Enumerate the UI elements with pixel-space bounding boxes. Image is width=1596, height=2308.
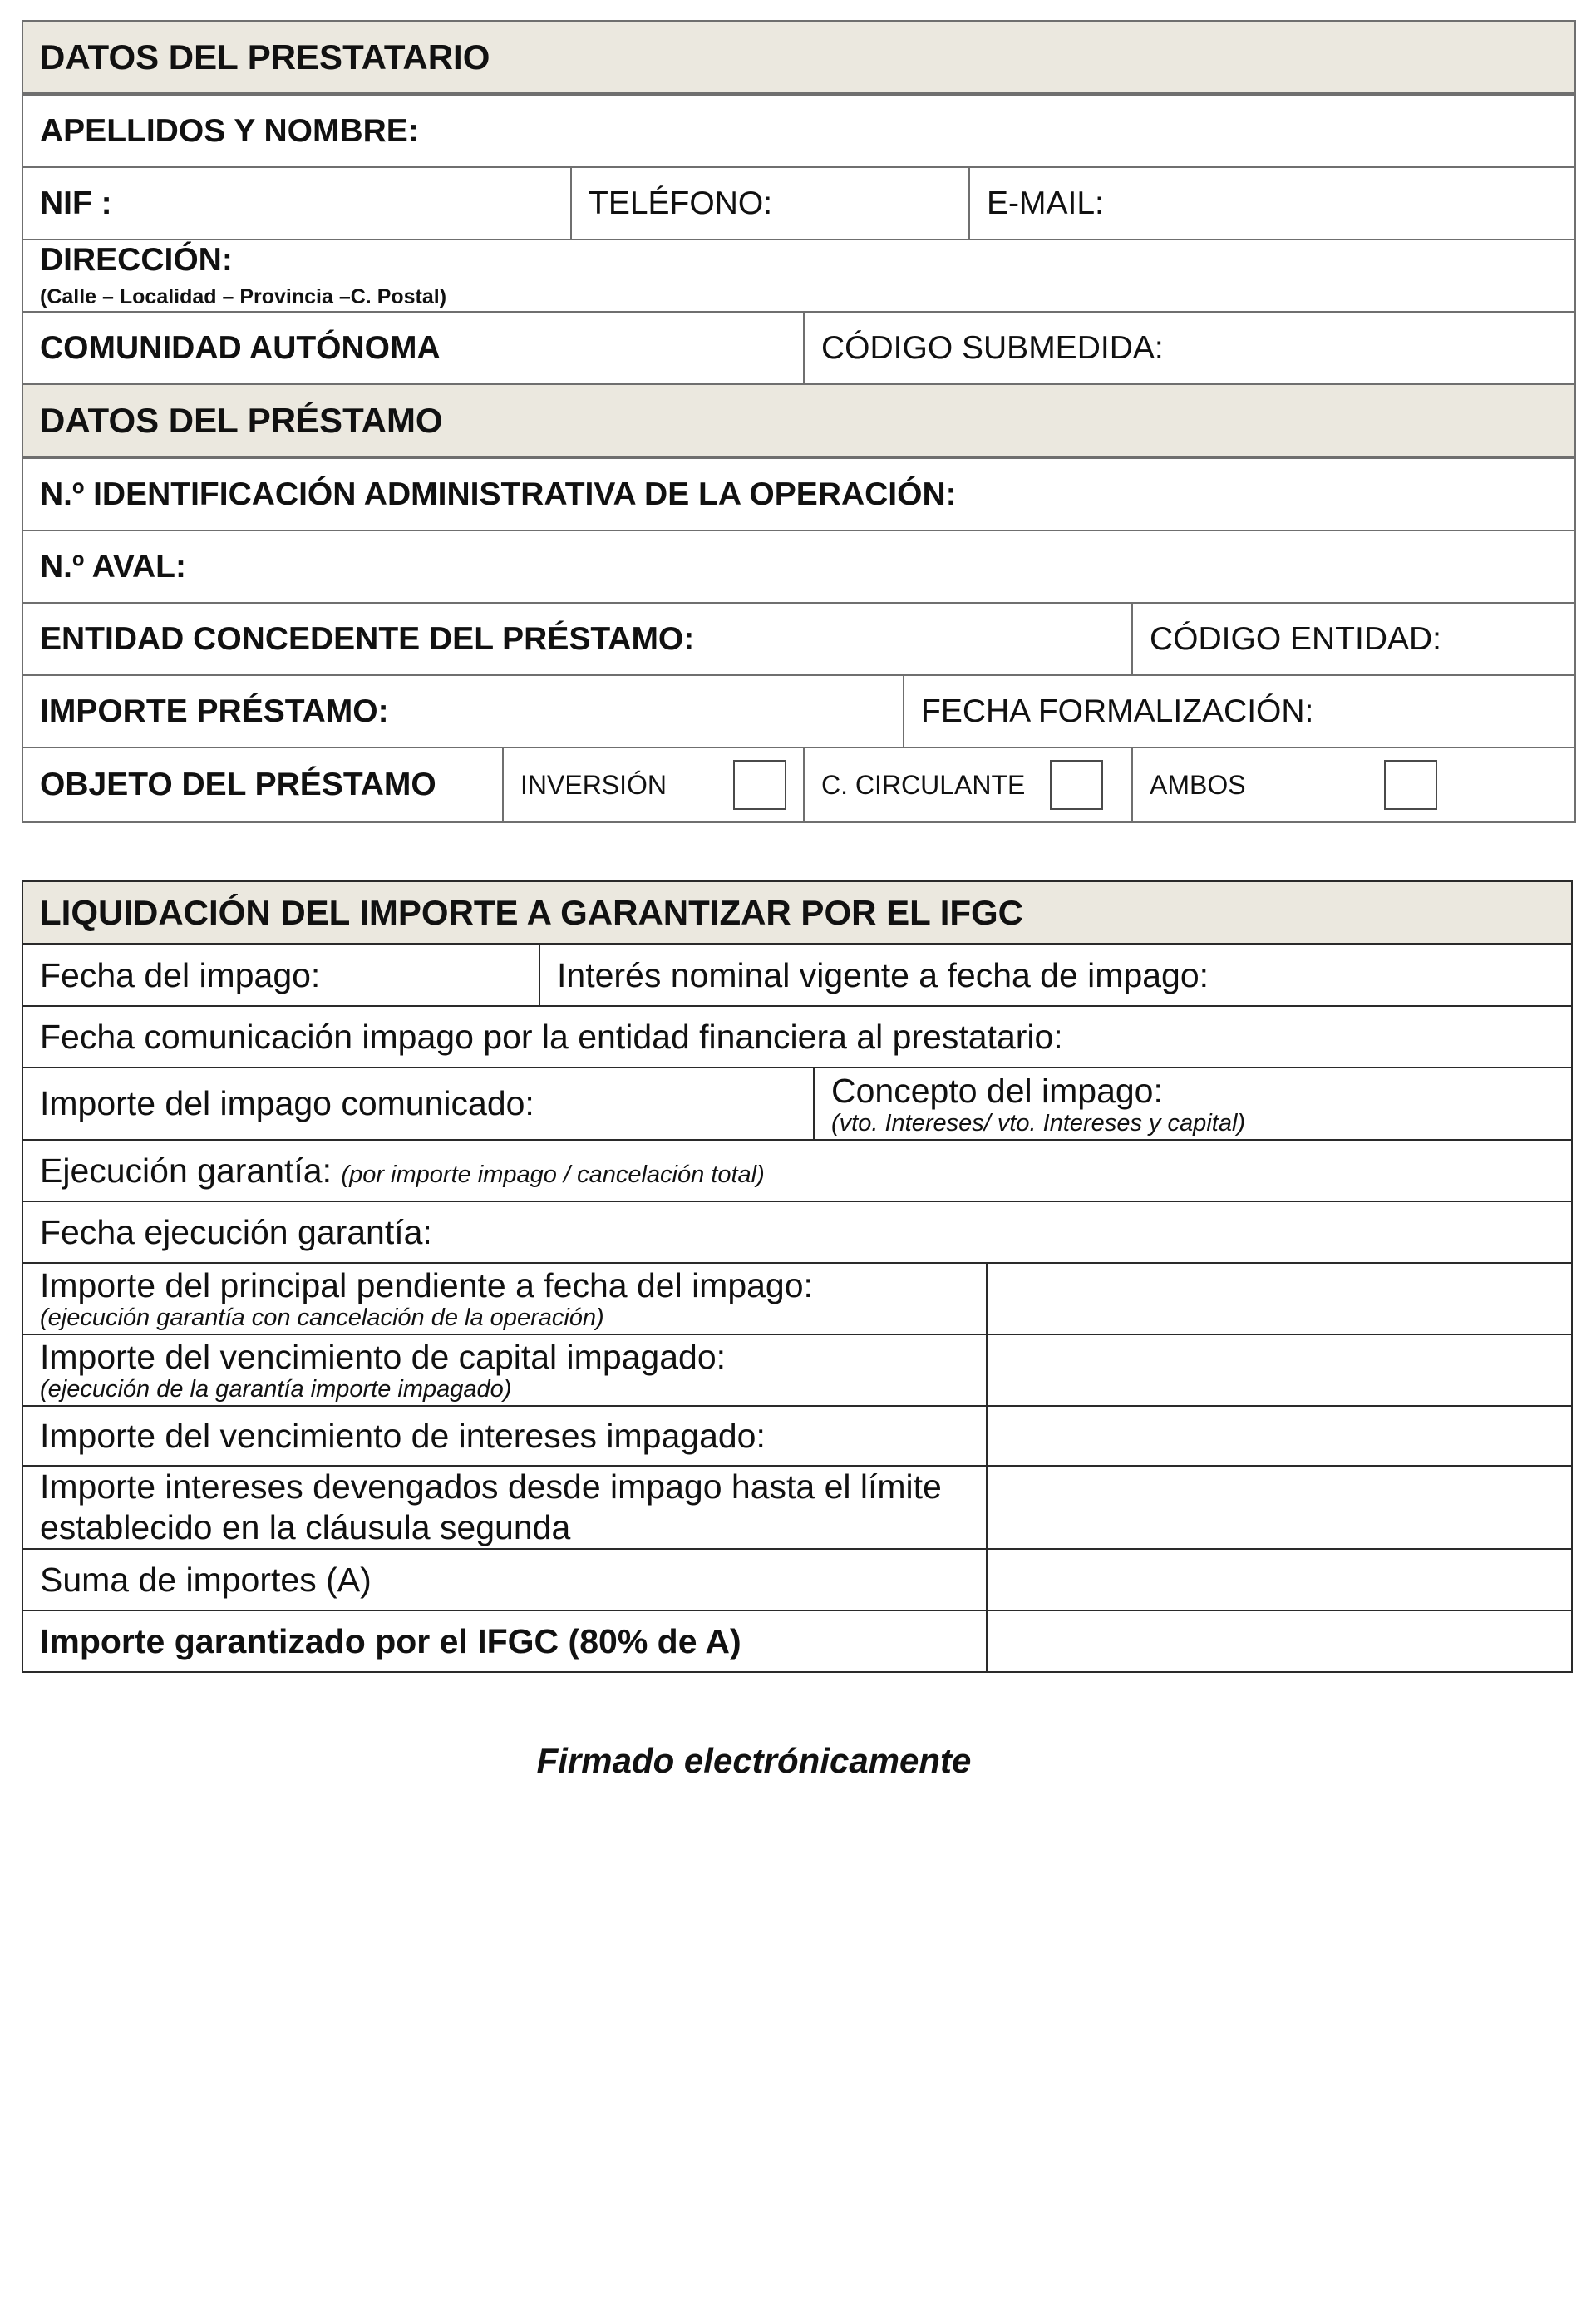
phone-field[interactable]: TELÉFONO:	[571, 167, 969, 239]
borrower-section-title: DATOS DEL PRESTATARIO	[22, 21, 1575, 94]
lender-field[interactable]: ENTIDAD CONCEDENTE DEL PRÉSTAMO:	[22, 603, 1132, 675]
notified-amount-field[interactable]: Importe del impago comunicado:	[22, 1068, 814, 1140]
loan-section-title: DATOS DEL PRÉSTAMO	[22, 384, 1575, 457]
settlement-row-label	[22, 1334, 987, 1406]
accrued-interest-line-1: Importe intereses devengados desde impago hasta el límite	[40, 1467, 942, 1506]
notice-date-field[interactable]: Fecha comunicación impago por la entidad financiera al prestatario:	[22, 1006, 1572, 1068]
guarantee-execution-label: Ejecución garantía:	[40, 1151, 332, 1190]
electronic-signature-note: Firmado electrónicamente	[536, 1741, 972, 1780]
settlement-section-title: LIQUIDACIÓN DEL IMPORTE A GARANTIZAR POR EL IFGC	[22, 881, 1572, 944]
purpose-both-label: AMBOS	[1150, 769, 1246, 800]
accrued-interest-line-2: establecido en la cláusula segunda	[40, 1508, 571, 1547]
loan-amount-field[interactable]: IMPORTE PRÉSTAMO:	[22, 675, 904, 747]
default-date-field[interactable]: Fecha del impago:	[22, 944, 539, 1007]
purpose-option-both[interactable]	[1132, 747, 1575, 822]
lender-code-field[interactable]: CÓDIGO ENTIDAD:	[1132, 603, 1575, 675]
nif-field[interactable]: NIF :	[22, 167, 571, 239]
address-label: DIRECCIÓN:	[40, 242, 233, 278]
unpaid-interest-label: Importe del vencimiento de intereses impagado:	[22, 1406, 987, 1466]
address-hint: (Calle – Localidad – Provincia –C. Postal)	[40, 285, 447, 308]
outstanding-principal-hint: (ejecución garantía con cancelación de la operación)	[40, 1304, 604, 1332]
submeasure-code-field[interactable]: CÓDIGO SUBMEDIDA:	[804, 312, 1575, 384]
default-concept-hint: (vto. Intereses/ vto. Intereses y capital)	[831, 1109, 1246, 1137]
outstanding-principal-value[interactable]	[987, 1263, 1572, 1334]
sum-of-amounts-label: Suma de importes (A)	[22, 1549, 987, 1610]
default-concept-label: Concepto del impago:	[831, 1071, 1163, 1110]
purpose-investment-checkbox[interactable]	[733, 760, 786, 810]
unpaid-capital-hint: (ejecución de la garantía importe impagado)	[40, 1376, 512, 1403]
purpose-working-capital-label: C. CIRCULANTE	[821, 769, 1026, 800]
region-field[interactable]: COMUNIDAD AUTÓNOMA	[22, 312, 804, 384]
nominal-interest-field[interactable]: Interés nominal vigente a fecha de impago:	[539, 944, 1572, 1007]
guarantee-number-field[interactable]: N.º AVAL:	[22, 530, 1575, 603]
operation-id-field[interactable]: N.º IDENTIFICACIÓN ADMINISTRATIVA DE LA OPERACIÓN:	[22, 457, 1575, 530]
email-field[interactable]: E-MAIL:	[969, 167, 1575, 239]
purpose-both-checkbox[interactable]	[1384, 760, 1437, 810]
execution-date-field[interactable]: Fecha ejecución garantía:	[22, 1201, 1572, 1263]
purpose-option-working-capital[interactable]	[804, 747, 1132, 822]
loan-purpose-label: OBJETO DEL PRÉSTAMO	[22, 747, 503, 822]
borrower-name-field[interactable]: APELLIDOS Y NOMBRE:	[22, 94, 1575, 167]
accrued-interest-label	[22, 1466, 987, 1549]
guaranteed-amount-label: Importe garantizado por el IFGC (80% de A)	[22, 1610, 987, 1672]
purpose-investment-label: INVERSIÓN	[520, 769, 667, 800]
guaranteed-amount-value[interactable]	[987, 1610, 1572, 1672]
address-field[interactable]	[22, 239, 1575, 312]
default-concept-field[interactable]	[814, 1068, 1572, 1140]
formalization-date-field[interactable]: FECHA FORMALIZACIÓN:	[904, 675, 1575, 747]
purpose-option-investment[interactable]	[503, 747, 804, 822]
unpaid-interest-value[interactable]	[987, 1406, 1572, 1466]
borrower-and-loan-table	[22, 20, 1576, 823]
outstanding-principal-label: Importe del principal pendiente a fecha del impago:	[40, 1266, 813, 1305]
unpaid-capital-value[interactable]	[987, 1334, 1572, 1406]
guarantee-execution-field[interactable]	[22, 1140, 1572, 1201]
settlement-table	[22, 880, 1573, 1673]
accrued-interest-value[interactable]	[987, 1466, 1572, 1549]
purpose-working-capital-checkbox[interactable]	[1050, 760, 1103, 810]
unpaid-capital-label: Importe del vencimiento de capital impagado:	[40, 1338, 727, 1377]
settlement-row-label	[22, 1263, 987, 1334]
sum-of-amounts-value[interactable]	[987, 1549, 1572, 1610]
guarantee-execution-hint: (por importe impago / cancelación total)	[341, 1161, 765, 1188]
